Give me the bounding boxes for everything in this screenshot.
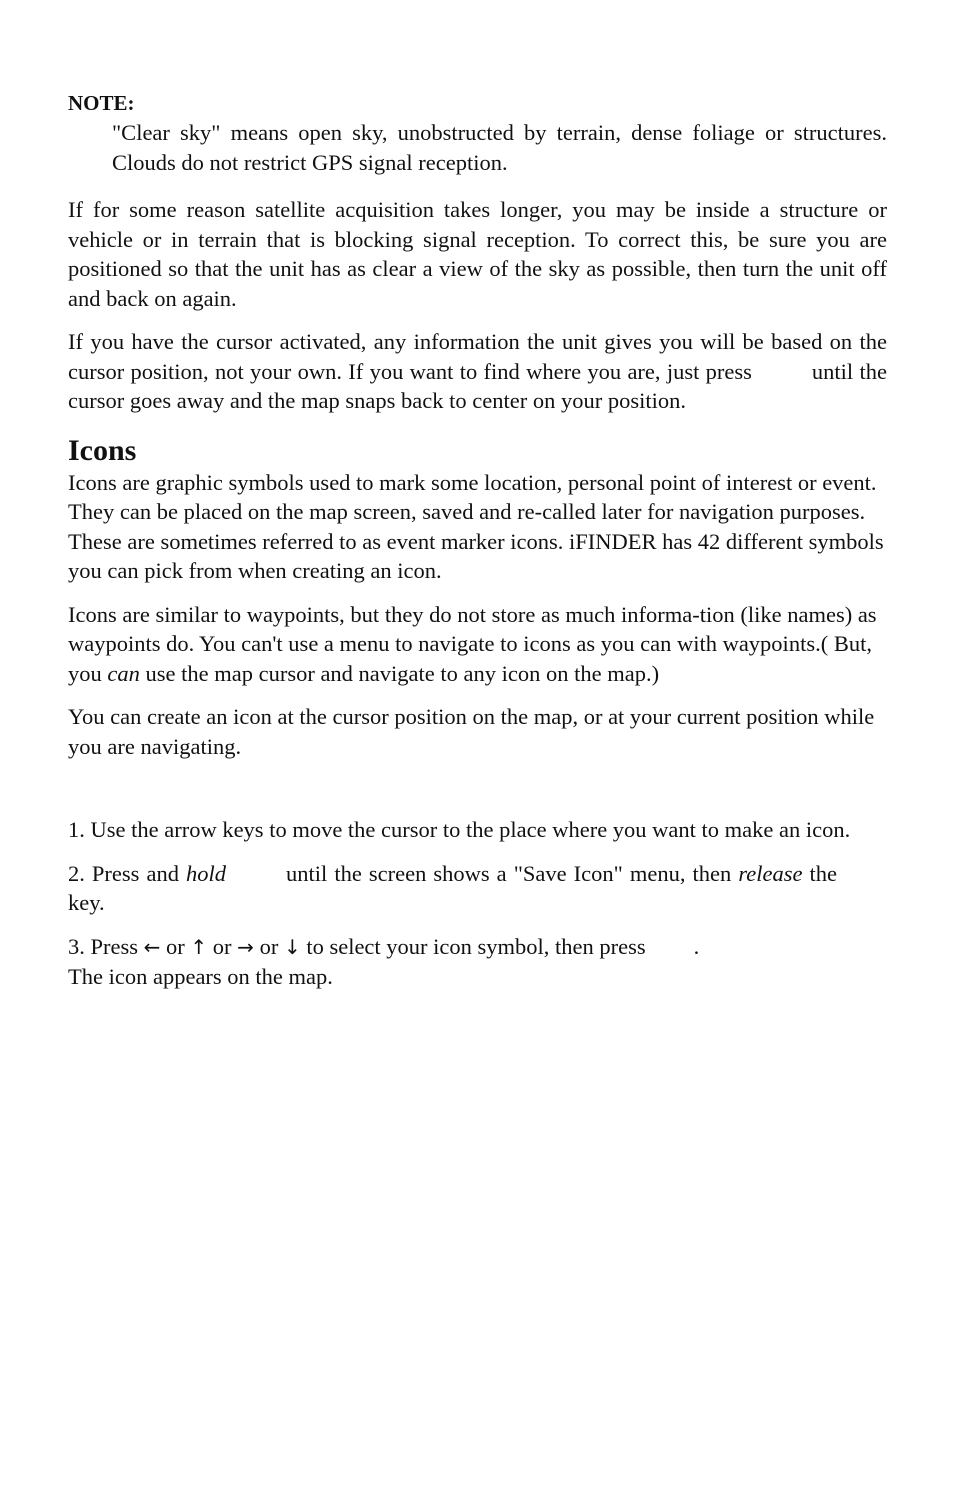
step-3-or-3: or xyxy=(259,933,279,959)
paragraph-satellite-acquisition: If for some reason satellite acquisition takes longer, you may be inside a structure or vehicle or in terrain that is blocking signal reception. To correct this, be sure you are positioned so that the unit has as clear a view of the sky as possible, then turn the unit off and back on again. xyxy=(68,197,887,311)
step-2-middle: until the screen shows a "Save Icon" menu, then xyxy=(286,860,732,886)
step-3-line-2: The icon appears on the map. xyxy=(68,964,333,989)
step-2-release: release xyxy=(738,860,803,886)
paragraph-icons-definition: Icons are graphic symbols used to mark some location, personal point of interest or event. They can be placed on the map screen, saved and re-called later for navigation purposes. These are sometimes referred to as event marker icons. iFINDER has 42 different symbols you can pick from when creating an icon. xyxy=(68,469,884,583)
section-heading-icons: Icons xyxy=(68,433,137,467)
icons-vs-waypoints-before: Icons are similar to waypoints, but they do not store as much informa-tion (like names) as waypoints do. You can't use a menu to navigate to icons as you can with waypoints.( But, you xyxy=(68,601,877,686)
step-3-end: . xyxy=(693,933,700,959)
arrow-down-icon: ↓ xyxy=(283,934,301,959)
step-2-hold: hold xyxy=(186,860,227,886)
step-2 xyxy=(68,859,887,918)
paragraph-create-icon: You can create an icon at the cursor position on the map, or at your current position while you are navigating. xyxy=(68,704,875,759)
arrow-left-icon: ← xyxy=(143,934,161,959)
step-1: 1. Use the arrow keys to move the cursor to the place where you want to make an icon. xyxy=(68,817,851,842)
paragraph-cursor-text-after: until the cursor goes away and the map snaps back to center on your position. xyxy=(68,358,887,413)
arrow-up-icon: ↑ xyxy=(190,934,208,959)
document-page xyxy=(68,88,887,1006)
paragraph-cursor-text-before: If you have the cursor activated, any information the unit gives you will be based on the cursor position, not your own. If you want to find where you are, just press xyxy=(68,329,887,384)
note-text: "Clear sky" means open sky, unobstructed by terrain, dense foliage or structures. Clouds do not restrict GPS signal reception. xyxy=(112,120,887,175)
step-3-middle: to select your icon symbol, then press xyxy=(306,933,646,959)
step-2-prefix: 2. Press and xyxy=(68,860,179,886)
note-label: NOTE: xyxy=(68,91,135,115)
paragraph-cursor-activated xyxy=(68,327,887,416)
paragraph-icons-vs-waypoints xyxy=(68,600,887,689)
arrow-right-icon: → xyxy=(237,934,254,959)
step-3-or-2: or xyxy=(212,933,232,959)
icons-vs-waypoints-italic: can xyxy=(107,660,140,686)
step-2-end: key. xyxy=(68,890,105,915)
step-2-the: the xyxy=(809,860,838,886)
icons-vs-waypoints-after: use the map cursor and navigate to any icon on the map.) xyxy=(145,660,660,686)
section-gap xyxy=(68,775,887,815)
step-3 xyxy=(68,932,887,992)
step-3-or-1: or xyxy=(166,933,185,959)
step-3-prefix: 3. Press xyxy=(68,933,139,959)
